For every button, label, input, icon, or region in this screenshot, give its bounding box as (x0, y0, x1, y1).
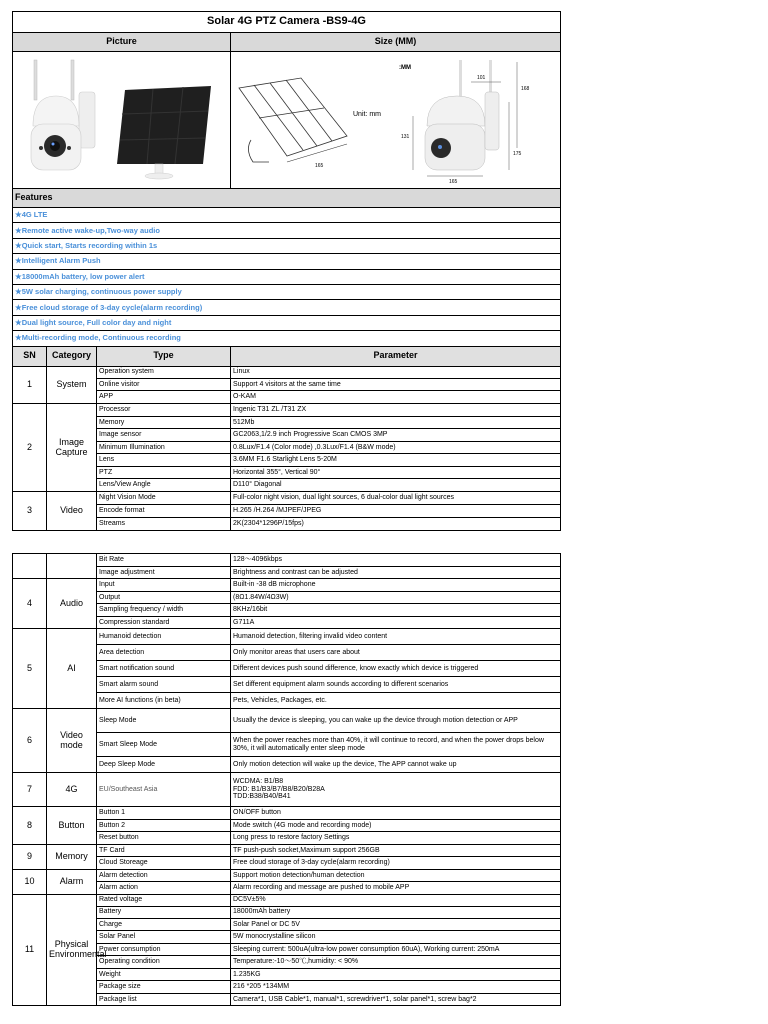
spec-parameter: 5W monocrystalline silicon (231, 931, 561, 944)
feature-item: ★Free cloud storage of 3-day cycle(alarm recording) (13, 300, 561, 315)
spec-type: Charge (97, 918, 231, 931)
section-number-continued (13, 554, 47, 579)
spec-parameter: GC2063,1/2.9 inch Progressive Scan CMOS 3MP (231, 429, 561, 442)
spec-parameter: TF push-push socket,Maximum support 256GB (231, 844, 561, 857)
spec-parameter: H.265 /H.264 /MJPEF/JPEG (231, 505, 561, 518)
size-diagram-cell (231, 52, 561, 189)
section-category: Video mode (47, 709, 97, 773)
feature-item: ★Intelligent Alarm Push (13, 254, 561, 269)
spec-rows-page-2 (13, 554, 561, 1006)
spec-parameter: 128～4096kbps (231, 554, 561, 567)
product-picture (13, 52, 231, 188)
spec-parameter: Pets, Vehicles, Packages, etc. (231, 693, 561, 709)
spec-type: Weight (97, 968, 231, 981)
feature-item: ★Remote active wake-up,Two-way audio (13, 223, 561, 238)
spec-parameter: 2K(2304*1296P/15fps) (231, 517, 561, 530)
spec-type: Area detection (97, 645, 231, 661)
spec-row (13, 807, 561, 820)
cam-side-label: 131 (401, 134, 410, 140)
feature-item: ★18000mAh battery, low power alert (13, 269, 561, 284)
spec-type: Alarm action (97, 882, 231, 895)
spec-type: Night Vision Mode (97, 492, 231, 505)
section-number: 5 (13, 629, 47, 709)
spec-type: Output (97, 591, 231, 604)
spec-parameter (231, 773, 561, 807)
spec-type: EU/Southeast Asia (97, 773, 231, 807)
section-number: 8 (13, 807, 47, 845)
spec-type: More AI functions (in beta) (97, 693, 231, 709)
spec-rows-page-1 (13, 366, 561, 530)
spec-type: Streams (97, 517, 231, 530)
spec-type: Online visitor (97, 378, 231, 391)
column-header-parameter: Parameter (231, 346, 561, 366)
spec-type: Deep Sleep Mode (97, 757, 231, 773)
spec-parameter: When the power reaches more than 40%, it will continue to record, and when the power drops below 30%, it will automatically enter sleep mode (231, 733, 561, 757)
spec-type: Button 2 (97, 819, 231, 832)
column-header-type: Type (97, 346, 231, 366)
spec-type: Power consumption (97, 943, 231, 956)
section-category: Button (47, 807, 97, 845)
spec-parameter: Only monitor areas that users care about (231, 645, 561, 661)
feature-item: ★5W solar charging, continuous power supply (13, 284, 561, 299)
spec-parameter: 3.6MM F1.6 Starlight Lens 5-20M (231, 454, 561, 467)
spec-type: Image adjustment (97, 566, 231, 579)
section-number: 10 (13, 869, 47, 894)
section-category: Physical Environmental (47, 894, 97, 1006)
spec-type: Lens/View Angle (97, 479, 231, 492)
spec-parameter: Sleeping current: 500uA(ultra-low power consumption 60uA), Working current: 250mA (231, 943, 561, 956)
section-number: 4 (13, 579, 47, 629)
spec-parameter: Alarm recording and message are pushed to mobile APP (231, 882, 561, 895)
spec-parameter: Set different equipment alarm sounds according to different scenarios (231, 677, 561, 693)
section-number: 1 (13, 366, 47, 404)
spec-parameter: Free cloud storage of 3-day cycle(alarm recording) (231, 857, 561, 870)
section-category: Image Capture (47, 404, 97, 492)
spec-row (13, 844, 561, 857)
section-category: Memory (47, 844, 97, 869)
features-header: Features (13, 189, 561, 208)
spec-parameter: Camera*1, USB Cable*1, manual*1, screwdriver*1, solar panel*1, screw bag*2 (231, 993, 561, 1006)
spec-parameter: Temperature:-10～50℃,humidity: < 90% (231, 956, 561, 969)
parameter-line: TDD:B38/B40/B41 (233, 793, 291, 801)
spec-type: Operation system (97, 366, 231, 378)
size-header: Size (MM) (231, 33, 561, 52)
spec-parameter: Support 4 visitors at the same time (231, 378, 561, 391)
solar-panel-image (117, 86, 211, 179)
spec-parameter: Humanoid detection, filtering invalid video content (231, 629, 561, 645)
spec-parameter: ON/OFF button (231, 807, 561, 820)
column-header-category: Category (47, 346, 97, 366)
spec-type: Memory (97, 416, 231, 429)
spec-type: Smart notification sound (97, 661, 231, 677)
camera-dimension-drawing (413, 60, 517, 176)
unit-short-label: :MM (399, 65, 411, 71)
spec-type: Cloud Storeage (97, 857, 231, 870)
section-category: AI (47, 629, 97, 709)
parameter-line: WCDMA: B1/B8 (233, 778, 284, 786)
spec-type: Button 1 (97, 807, 231, 820)
spec-type: Processor (97, 404, 231, 417)
feature-item: ★Dual light source, Full color day and night (13, 315, 561, 330)
camera-image (31, 60, 95, 170)
spec-parameter: Usually the device is sleeping, you can wake up the device through motion detection or APP (231, 709, 561, 733)
spec-parameter: Different devices push sound difference, know exactly which device is triggered (231, 661, 561, 677)
spec-type: Compression standard (97, 616, 231, 629)
spec-parameter: Full-color night vision, dual light sources, 6 dual-color dual light sources (231, 492, 561, 505)
spec-type: Minimum Illumination (97, 441, 231, 454)
spec-type: APP (97, 391, 231, 404)
spec-parameter: Support motion detection/human detection (231, 869, 561, 882)
spec-type: Bit Rate (97, 554, 231, 567)
section-category-continued (47, 554, 97, 579)
parameter-line: FDD: B1/B3/B7/B8/B20/B28A (233, 785, 325, 793)
spec-type: Sleep Mode (97, 709, 231, 733)
section-number: 11 (13, 894, 47, 1006)
spec-parameter: 1.235KG (231, 968, 561, 981)
spec-type: Rated voltage (97, 894, 231, 906)
column-header-sn: SN (13, 346, 47, 366)
spec-type: Smart Sleep Mode (97, 733, 231, 757)
spec-type: Package size (97, 981, 231, 994)
spec-type: Reset button (97, 832, 231, 845)
spec-parameter: 18000mAh battery (231, 906, 561, 918)
spec-type: Input (97, 579, 231, 592)
cam-top-label: 101 (477, 75, 486, 81)
spec-type: Smart alarm sound (97, 677, 231, 693)
cam-height-label: 168 (521, 86, 530, 92)
spec-parameter: Ingenic T31 ZL /T31 ZX (231, 404, 561, 417)
spec-row (13, 629, 561, 645)
spec-type: Humanoid detection (97, 629, 231, 645)
section-category: Alarm (47, 869, 97, 894)
spec-parameter: (8Ω1.84W/4Ω3W) (231, 591, 561, 604)
spec-row (13, 773, 561, 807)
section-number: 9 (13, 844, 47, 869)
spec-parameter: D110° Diagonal (231, 479, 561, 492)
spec-sheet-page-1 (12, 11, 561, 531)
spec-type: Operating condition (97, 956, 231, 969)
spec-row (13, 894, 561, 906)
section-number: 7 (13, 773, 47, 807)
spec-type: Solar Panel (97, 931, 231, 944)
size-diagram (231, 52, 561, 188)
spec-row (13, 554, 561, 567)
spec-parameter: 512Mb (231, 416, 561, 429)
spec-parameter: Long press to restore factory Settings (231, 832, 561, 845)
spec-parameter: Only motion detection will wake up the device, The APP cannot wake up (231, 757, 561, 773)
spec-type: Package list (97, 993, 231, 1006)
spec-type: Encode format (97, 505, 231, 518)
spec-type: Alarm detection (97, 869, 231, 882)
section-category: Video (47, 492, 97, 531)
spec-row (13, 709, 561, 733)
spec-row (13, 869, 561, 882)
spec-parameter: 216 *205 *134MM (231, 981, 561, 994)
spec-type: TF Card (97, 844, 231, 857)
spec-parameter: DC5V±5% (231, 894, 561, 906)
section-category: Audio (47, 579, 97, 629)
unit-label: Unit: mm (353, 111, 381, 118)
feature-item: ★Multi-recording mode, Continuous recording (13, 331, 561, 346)
spec-row (13, 404, 561, 417)
panel-width-label: 165 (315, 163, 324, 169)
spec-sheet-page-2 (12, 553, 561, 1006)
spec-type: PTZ (97, 466, 231, 479)
spec-parameter: Mode switch (4G mode and recording mode) (231, 819, 561, 832)
spec-parameter: Solar Panel or DC 5V (231, 918, 561, 931)
section-number: 2 (13, 404, 47, 492)
spec-parameter: G711A (231, 616, 561, 629)
spec-row (13, 579, 561, 592)
section-category: 4G (47, 773, 97, 807)
spec-type: Lens (97, 454, 231, 467)
section-number: 6 (13, 709, 47, 773)
spec-type: Image sensor (97, 429, 231, 442)
spec-row (13, 366, 561, 378)
picture-header: Picture (13, 33, 231, 52)
section-number: 3 (13, 492, 47, 531)
spec-type: Battery (97, 906, 231, 918)
product-picture-cell (13, 52, 231, 189)
spec-parameter: 0.8Lux/F1.4 (Color mode) ,0.3Lux/F1.4 (B&W mode) (231, 441, 561, 454)
panel-dimension-drawing (239, 78, 347, 162)
spec-parameter: Linux (231, 366, 561, 378)
spec-parameter: Horizontal 355°, Vertical 90° (231, 466, 561, 479)
feature-item: ★4G LTE (13, 208, 561, 223)
spec-parameter: O-KAM (231, 391, 561, 404)
cam-depth-label: 175 (513, 151, 522, 157)
section-category: System (47, 366, 97, 404)
spec-parameter: Built-in -38 dB microphone (231, 579, 561, 592)
cam-width-label: 165 (449, 179, 458, 185)
spec-row (13, 492, 561, 505)
spec-parameter: 8KHz/16bit (231, 604, 561, 617)
spec-type: Sampling frequency / width (97, 604, 231, 617)
feature-item: ★Quick start, Starts recording within 1s (13, 238, 561, 253)
document-title: Solar 4G PTZ Camera -BS9-4G (13, 12, 561, 33)
spec-parameter: Brightness and contrast can be adjusted (231, 566, 561, 579)
